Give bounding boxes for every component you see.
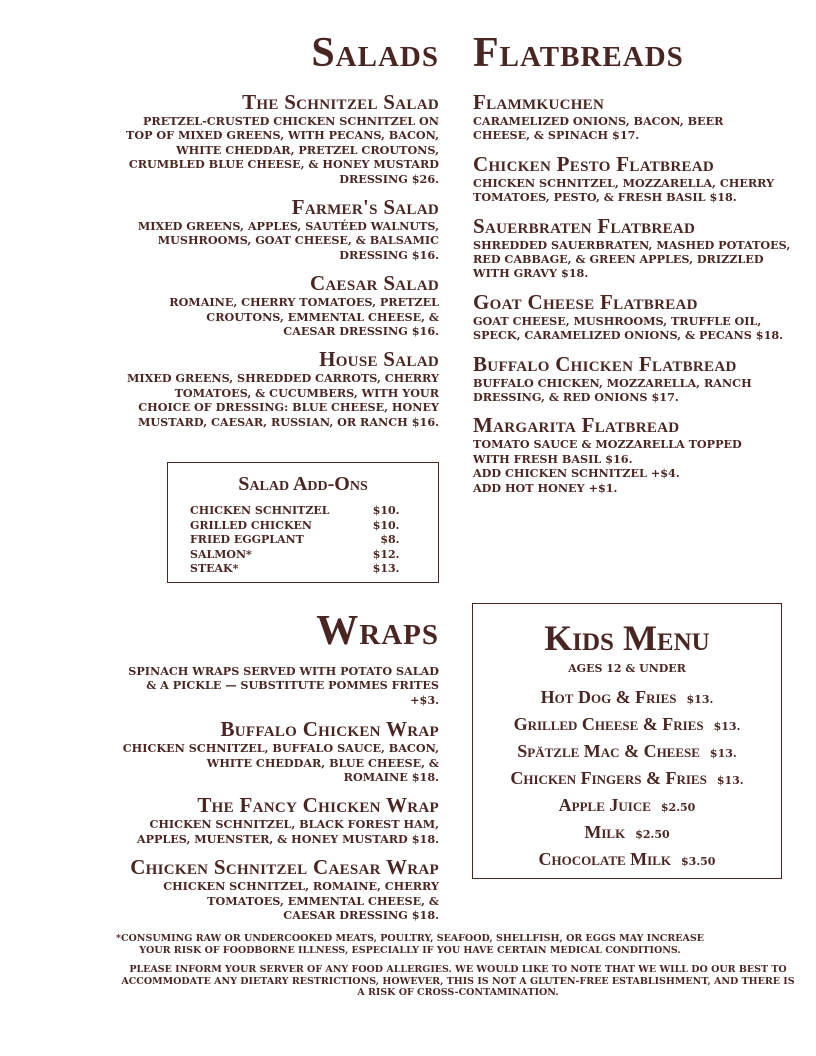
table-row bbox=[190, 562, 400, 577]
footer-allergy-note bbox=[108, 964, 808, 999]
item-desc-text: MIXED GREENS, SHREDDED CARROTS, CHERRY TOMATOES, & CUCUMBERS, WITH YOUR CHOICE OF DRESSING: BLUE CHEESE, HONEY MUSTARD, CAESAR, RUSSIAN, OR RANCH bbox=[127, 371, 439, 429]
wraps-title: Wraps bbox=[316, 608, 439, 654]
item-desc bbox=[473, 114, 753, 143]
table-row bbox=[190, 533, 400, 548]
item-desc-text: GOAT CHEESE, MUSHROOMS, TRUFFLE OIL, SPECK, CARAMELIZED ONIONS, & PECANS bbox=[473, 313, 762, 343]
item-desc bbox=[129, 219, 439, 262]
kids-title: Kids Menu bbox=[544, 618, 710, 658]
addon-price: $13. bbox=[372, 562, 400, 575]
item-price: $16. bbox=[605, 451, 633, 466]
item-name: Buffalo Chicken Wrap bbox=[220, 717, 439, 742]
kid-item-price: $13. bbox=[686, 693, 714, 706]
list-item bbox=[473, 847, 781, 874]
salads-section bbox=[110, 30, 439, 438]
item-name: The Fancy Chicken Wrap bbox=[197, 793, 439, 818]
kid-item-name: Milk bbox=[584, 822, 626, 842]
item-name: Chicken Pesto Flatbread bbox=[473, 151, 715, 176]
item-price: $18. bbox=[411, 908, 439, 923]
item-price: $26. bbox=[411, 171, 439, 186]
table-row bbox=[190, 504, 400, 519]
item-name: Margarita Flatbread bbox=[473, 413, 680, 438]
item-price: $17. bbox=[651, 390, 679, 405]
addon-name: SALMON* bbox=[190, 547, 252, 561]
addon-text: ADD CHICKEN SCHNITZEL bbox=[473, 466, 647, 481]
item-price: $18. bbox=[411, 831, 439, 846]
item-desc-text: SHREDDED SAUERBRATEN, MASHED POTATOES, RED CABBAGE, & GREEN APPLES, DRIZZLED WITH GRAVY bbox=[473, 237, 791, 281]
footer-line: YOUR RISK OF FOODBORNE ILLNESS, ESPECIALLY IF YOU HAVE CERTAIN MEDICAL CONDITIONS. bbox=[139, 944, 681, 956]
item-desc-text: PRETZEL-CRUSTED CHICKEN SCHNITZEL ON TOP OF MIXED GREENS, WITH PECANS, BACON, WHITE CHEDDAR, PRETZEL CROUTONS, CRUMBLED BLUE CHEESE, & HONEY MUSTARD DRESSING bbox=[126, 114, 439, 186]
addon-price: $10. bbox=[372, 518, 400, 532]
item-name: Farmer's Salad bbox=[291, 195, 439, 220]
menu-item bbox=[110, 271, 439, 338]
item-desc-text: ROMAINE, CHERRY TOMATOES, PRETZEL CROUTONS, EMMENTAL CHEESE, & CAESAR DRESSING bbox=[169, 295, 439, 339]
item-desc-text: CHICKEN SCHNITZEL, BLACK FOREST HAM, APPLES, MUENSTER, & HONEY MUSTARD bbox=[136, 817, 439, 846]
menu-item bbox=[110, 195, 439, 262]
item-desc bbox=[473, 376, 778, 405]
kid-item-name: Spätzle Mac & Cheese bbox=[517, 741, 700, 761]
kids-menu-box bbox=[472, 603, 782, 879]
item-desc bbox=[119, 114, 439, 186]
item-desc-text: CHICKEN SCHNITZEL, ROMAINE, CHERRY TOMATOES, EMMENTAL CHEESE, & CAESAR DRESSING bbox=[163, 879, 439, 923]
item-price: $18. bbox=[560, 266, 589, 281]
item-name: The Schnitzel Salad bbox=[242, 90, 439, 114]
item-desc-text: CARAMELIZED ONIONS, BACON, BEER CHEESE, & SPINACH bbox=[473, 114, 724, 143]
item-name: Flammkuchen bbox=[473, 90, 605, 114]
item-price: $16. bbox=[411, 414, 439, 429]
menu-item bbox=[473, 413, 798, 495]
item-price: $18. bbox=[411, 770, 439, 785]
menu-item bbox=[473, 152, 798, 205]
footer-line: *CONSUMING RAW OR UNDERCOOKED MEATS, POULTRY, SEAFOOD, SHELLFISH, OR EGGS MAY INCREASE bbox=[116, 933, 704, 944]
flatbreads-title: Flatbreads bbox=[473, 30, 684, 76]
addon-name: STEAK* bbox=[190, 562, 239, 575]
item-desc bbox=[473, 176, 788, 205]
addon-name: FRIED EGGPLANT bbox=[190, 533, 304, 546]
item-addon bbox=[473, 466, 798, 480]
addon-text: ADD HOT HONEY bbox=[473, 480, 585, 495]
menu-item bbox=[473, 352, 798, 405]
menu-item bbox=[473, 214, 798, 281]
item-desc-text: MIXED GREENS, APPLES, SAUTÉED WALNUTS, MUSHROOMS, GOAT CHEESE, & BALSAMIC DRESSING bbox=[137, 219, 439, 262]
table-row bbox=[190, 519, 400, 534]
kid-item-price: $2.50 bbox=[635, 828, 670, 841]
item-name: Chicken Schnitzel Caesar Wrap bbox=[130, 855, 439, 880]
menu-item bbox=[110, 855, 439, 922]
addon-price: +$1. bbox=[588, 480, 618, 495]
menu-item bbox=[473, 290, 798, 343]
list-item bbox=[473, 685, 781, 712]
item-price: $16. bbox=[411, 247, 439, 262]
kid-item-price: $13. bbox=[709, 747, 737, 760]
list-item bbox=[473, 793, 781, 820]
footer-line: PLEASE INFORM YOUR SERVER OF ANY FOOD ALLERGIES. WE WOULD LIKE TO NOTE THAT WE WILL DO OUR BEST TO bbox=[129, 964, 787, 975]
item-desc bbox=[119, 371, 439, 429]
menu-item bbox=[110, 90, 439, 186]
item-desc bbox=[154, 295, 439, 338]
kid-item-name: Apple Juice bbox=[558, 795, 651, 815]
item-desc bbox=[473, 314, 788, 343]
kids-subtitle: AGES 12 & UNDER bbox=[568, 662, 686, 675]
menu-item bbox=[473, 90, 798, 143]
addon-price: $10. bbox=[372, 504, 400, 517]
footer-line: A RISK OF CROSS-CONTAMINATION. bbox=[357, 987, 559, 998]
item-desc bbox=[114, 741, 439, 784]
addons-table bbox=[190, 504, 400, 577]
item-name: House Salad bbox=[319, 347, 439, 372]
item-price: $16. bbox=[411, 324, 439, 339]
menu-item bbox=[110, 793, 439, 846]
menu-item bbox=[110, 347, 439, 429]
wraps-intro: SPINACH WRAPS SERVED WITH POTATO SALAD & A PICKLE — SUBSTITUTE POMMES FRITES +$3. bbox=[128, 664, 439, 707]
salads-title: Salads bbox=[311, 30, 439, 76]
kid-item-price: $13. bbox=[713, 720, 741, 733]
addon-name: CHICKEN SCHNITZEL bbox=[190, 504, 330, 517]
addons-title: Salad Add-Ons bbox=[238, 473, 368, 495]
salad-addons-box bbox=[167, 462, 439, 583]
item-price: $17. bbox=[612, 128, 640, 143]
addon-price: +$4. bbox=[650, 466, 680, 481]
addon-name: GRILLED CHICKEN bbox=[190, 518, 312, 532]
list-item bbox=[473, 766, 781, 793]
item-desc bbox=[129, 817, 439, 846]
footer-disclaimer bbox=[100, 933, 720, 956]
kid-item-name: Hot Dog & Fries bbox=[540, 687, 677, 707]
footer-line: ACCOMMODATE ANY DIETARY RESTRICTIONS, HOWEVER, THIS IS NOT A GLUTEN-FREE ESTABLISHMENT, AND THERE IS bbox=[121, 975, 795, 987]
item-desc-text: TOMATO SAUCE & MOZZARELLA TOPPED WITH FRESH BASIL bbox=[473, 437, 742, 466]
kid-item-name: Chocolate Milk bbox=[538, 849, 672, 869]
list-item bbox=[473, 739, 781, 766]
item-name: Buffalo Chicken Flatbread bbox=[473, 351, 737, 376]
item-desc-text: CHICKEN SCHNITZEL, BUFFALO SAUCE, BACON, WHITE CHEDDAR, BLUE CHEESE, & ROMAINE bbox=[122, 741, 439, 785]
item-price: $18. bbox=[709, 190, 737, 205]
item-desc bbox=[154, 879, 439, 922]
item-addon bbox=[473, 481, 798, 495]
addon-price: $8. bbox=[380, 533, 400, 546]
kid-item-price: $13. bbox=[716, 774, 744, 787]
kid-item-price: $2.50 bbox=[660, 801, 696, 814]
list-item bbox=[473, 820, 781, 847]
table-row bbox=[190, 548, 400, 563]
item-name: Sauerbraten Flatbread bbox=[473, 213, 696, 238]
item-desc-text: BUFFALO CHICKEN, MOZZARELLA, RANCH DRESSING, & RED ONIONS bbox=[473, 375, 752, 405]
item-desc bbox=[473, 238, 793, 281]
kid-item-price: $3.50 bbox=[681, 855, 716, 868]
item-desc bbox=[473, 437, 773, 466]
item-name: Goat Cheese Flatbread bbox=[473, 289, 698, 314]
item-name: Caesar Salad bbox=[309, 271, 439, 296]
flatbreads-section bbox=[473, 30, 798, 504]
kid-item-name: Grilled Cheese & Fries bbox=[513, 714, 704, 734]
item-desc-text: CHICKEN SCHNITZEL, MOZZARELLA, CHERRY TOMATOES, PESTO, & FRESH BASIL bbox=[473, 175, 775, 205]
addon-price: $12. bbox=[372, 547, 400, 561]
menu-item bbox=[110, 717, 439, 784]
list-item bbox=[473, 712, 781, 739]
item-price: $18. bbox=[755, 328, 784, 343]
wraps-section bbox=[110, 608, 439, 931]
kid-item-name: Chicken Fingers & Fries bbox=[510, 768, 707, 788]
